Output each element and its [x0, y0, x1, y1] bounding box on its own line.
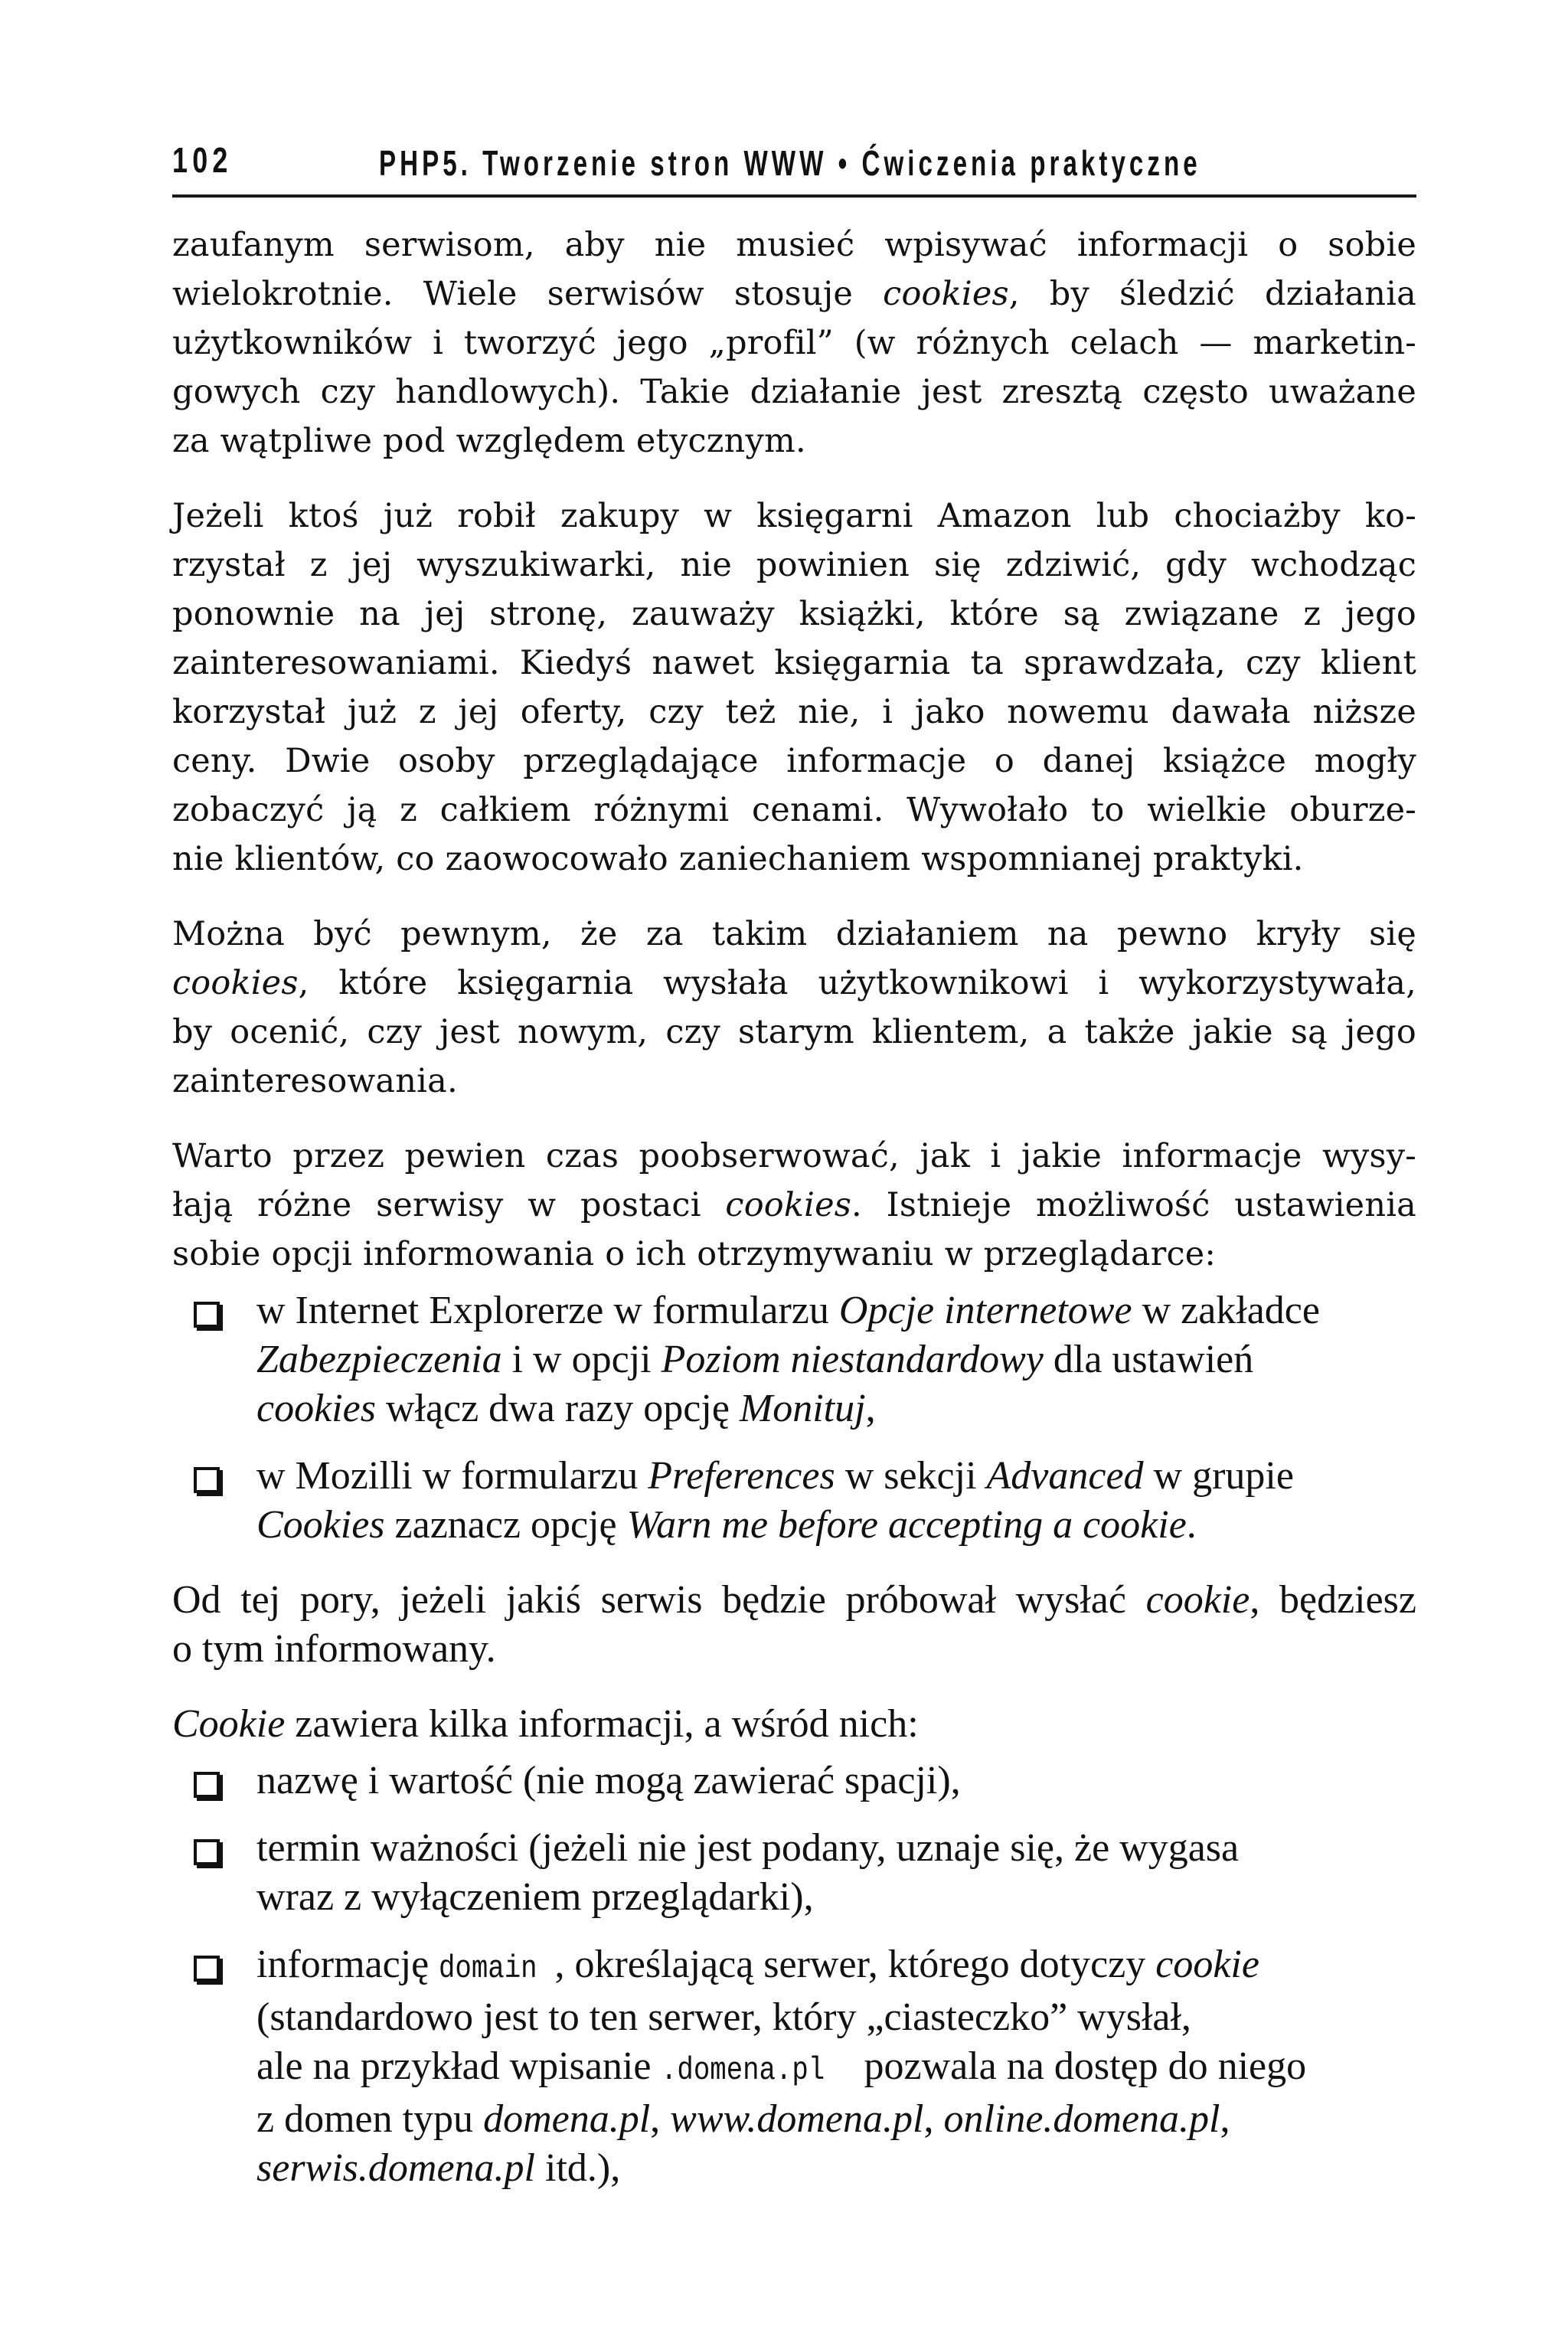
text-line: ceny. Dwie osoby przeglądające informacje o danej książce mogły: [172, 742, 1416, 780]
text-line: zaufanym serwisom, aby nie musieć wpisywać informacji o sobie: [172, 226, 1416, 264]
text-line: zainteresowaniami. Kiedyś nawet księgarnia ta sprawdzała, czy klient: [172, 644, 1416, 682]
text-line: cookies, które księgarnia wysłała użytkownikowi i wykorzystywała,: [172, 964, 1416, 1002]
list-item: termin ważności (jeżeli nie jest podany, uznaje się, że wygasa wraz z wyłączeniem przeglądarki),: [172, 1824, 1416, 1922]
text-line: zainteresowania.: [172, 1062, 458, 1100]
paragraph-1: [172, 221, 1416, 466]
text-line: łają różne serwisy w postaci cookies. Istnieje możliwość ustawienia: [172, 1186, 1416, 1224]
page-number: 102: [172, 140, 233, 180]
text-line: użytkowników i tworzyć jego „profil” (w różnych celach — marketin-: [172, 324, 1416, 362]
checkbox-bullet-icon: [194, 1839, 220, 1865]
page-header: [172, 139, 1416, 198]
text-line: wielokrotnie. Wiele serwisów stosuje cookies, by śledzić działania: [172, 275, 1416, 313]
text-line: za wątpliwe pod względem etycznym.: [172, 422, 806, 460]
running-title: PHP5. Tworzenie stron WWW • Ćwiczenia praktyczne: [379, 143, 1201, 183]
cookie-info-list: [172, 1756, 1416, 2193]
text-line: nie klientów, co zaowocowało zaniechaniem wspomnianej praktyki.: [172, 840, 1304, 878]
text-line: Cookie zawiera kilka informacji, a wśród nich:: [172, 1702, 919, 1746]
list-item: informację domain , określającą serwer, którego dotyczy cookie (standardowo jest to ten serwer, który „ciasteczko” wysłał, ale na przykład wpisanie .domena.pl pozwala na dostęp do niego z domen typu domena.pl, www.domena.pl, online.domena.pl, serwis.domena.pl itd.),: [172, 1940, 1416, 2193]
checkbox-bullet-icon: [194, 1302, 220, 1328]
code-domain: domain: [439, 1950, 537, 1987]
text-line: o tym informowany.: [172, 1627, 496, 1671]
checkbox-bullet-icon: [194, 1467, 220, 1493]
paragraph-5: [172, 1576, 1416, 1674]
paragraph-2: [172, 492, 1416, 884]
text-line: Można być pewnym, że za takim działaniem na pewno kryły się: [172, 915, 1416, 953]
checkbox-bullet-icon: [194, 1956, 220, 1982]
list-item: w Internet Explorerze w formularzu Opcje internetowe w zakładce Zabezpieczenia i w opcji Poziom niestandardowy dla ustawień cookies włącz dwa razy opcję Monituj,: [172, 1286, 1416, 1433]
checkbox-bullet-icon: [194, 1772, 220, 1798]
paragraph-4: [172, 1132, 1416, 1279]
list-item: nazwę i wartość (nie mogą zawierać spacji),: [172, 1756, 1416, 1806]
paragraph-6: [172, 1700, 1416, 1749]
text-line: Jeżeli ktoś już robił zakupy w księgarni Amazon lub chociażby ko-: [172, 497, 1416, 535]
text-line: zobaczyć ją z całkiem różnymi cenami. Wywołało to wielkie oburze-: [172, 791, 1416, 829]
text-line: rzystał z jej wyszukiwarki, nie powinien się zdziwić, gdy wchodząc: [172, 546, 1416, 584]
code-domena-pl: .domena.pl: [661, 2052, 825, 2089]
text-line: Od tej pory, jeżeli jakiś serwis będzie próbował wysłać cookie, będziesz: [172, 1578, 1417, 1622]
text-line: Warto przez pewien czas poobserwować, jak i jakie informacje wysy-: [172, 1137, 1416, 1175]
browser-settings-list: [172, 1286, 1416, 1550]
paragraph-3: [172, 910, 1416, 1106]
text-line: korzystał już z jej oferty, czy też nie, i jako nowemu dawała niższe: [172, 693, 1416, 731]
list-item: w Mozilli w formularzu Preferences w sekcji Advanced w grupie Cookies zaznacz opcję Warn me before accepting a cookie.: [172, 1452, 1416, 1550]
text-line: sobie opcji informowania o ich otrzymywaniu w przeglądarce:: [172, 1235, 1217, 1273]
text-line: gowych czy handlowych). Takie działanie jest zresztą często uważane: [172, 373, 1416, 411]
text-line: ponownie na jej stronę, zauważy książki, które są związane z jego: [172, 595, 1416, 633]
text-line: by ocenić, czy jest nowym, czy starym klientem, a także jakie są jego: [172, 1013, 1416, 1051]
page-body: [172, 221, 1416, 2219]
